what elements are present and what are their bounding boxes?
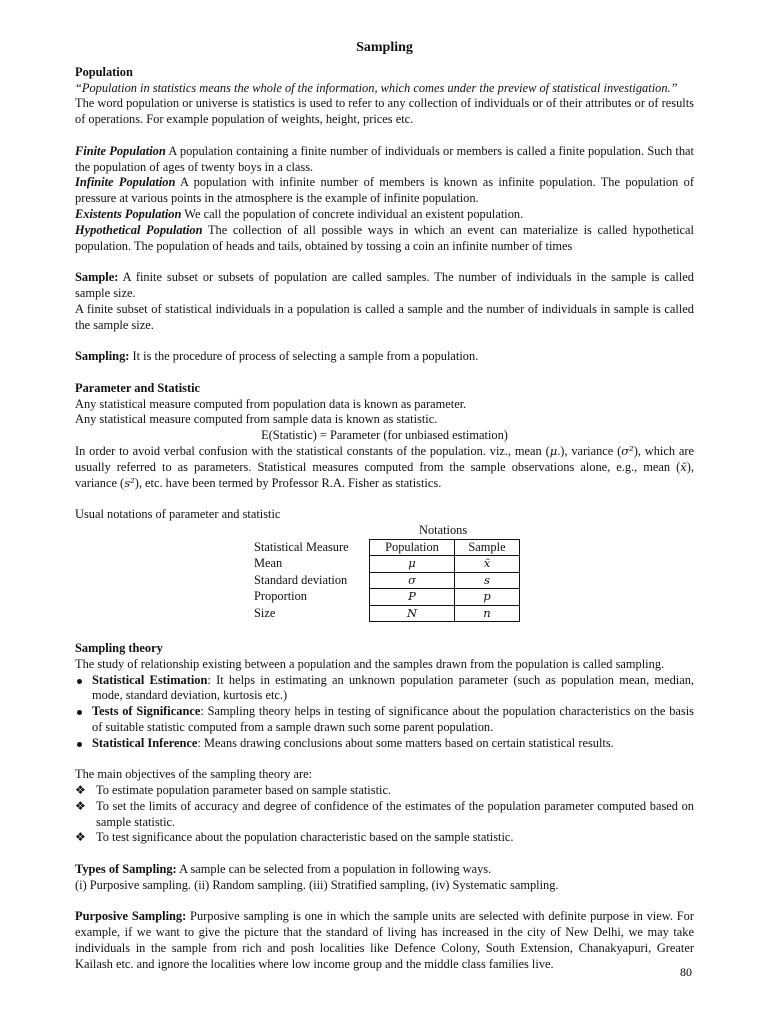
row-label: Standard deviation xyxy=(254,572,348,587)
cell-population: μ xyxy=(370,556,455,573)
notation-table xyxy=(369,539,520,623)
col-sample: Sample xyxy=(455,539,520,556)
existent-population: Existents Population We call the population of concrete individual an existent population. xyxy=(75,206,524,221)
parameter-heading: Parameter and Statistic xyxy=(75,380,201,395)
cell-population: P xyxy=(370,589,455,606)
table-row xyxy=(370,589,520,606)
diamond-bullet-icon: ❖ xyxy=(75,830,86,845)
row-label: Mean xyxy=(254,556,283,571)
row-label: Size xyxy=(254,605,276,620)
table-row xyxy=(370,605,520,622)
list-item: Statistical Estimation: It helps in estimating an unknown population parameter (such as population mean, median, mode, standard deviation, kurtosis etc.) xyxy=(75,673,694,705)
row-header: Statistical Measure xyxy=(254,539,349,554)
sample-definition-2: A finite subset of statistical individuals in a population is called a sample and the number of individuals in sample is called the sample size. xyxy=(75,301,694,332)
page-number: 80 xyxy=(680,965,692,979)
sampling-definition: Sampling: It is the procedure of process of selecting a sample from a population. xyxy=(75,349,479,364)
population-text: The word population or universe is statistics is used to refer to any collection of individuals or of their attributes or of results of operations. For example population of weights, height, prices etc. xyxy=(75,96,694,127)
unbiased-formula: E(Statistic) = Parameter (for unbiased estimation) xyxy=(261,428,508,443)
row-label: Proportion xyxy=(254,589,308,604)
infinite-population: Infinite Population A population with infinite number of members is known as infinite population. The population of pressure at various points in the atmosphere is the example of infinite population. xyxy=(75,175,694,206)
notations-label: Notations xyxy=(419,522,468,537)
parameter-line: Any statistical measure computed from population data is known as parameter. xyxy=(75,396,467,411)
table-row xyxy=(370,556,520,573)
types-of-sampling: Types of Sampling: A sample can be selected from a population in following ways. xyxy=(75,862,492,877)
page-title: Sampling xyxy=(356,40,413,55)
theory-bullet-list xyxy=(75,673,694,752)
col-population: Population xyxy=(370,539,455,556)
cell-sample: x̄ xyxy=(455,556,520,573)
finite-population: Finite Population A population containing a finite number of individuals or members is called a finite population. Such that the population of ages of twenty boys in a class. xyxy=(75,143,694,174)
population-heading: Population xyxy=(75,64,133,79)
purposive-sampling: Purposive Sampling: Purposive sampling is one in which the sample units are selected with definite purpose in view. For example, if we want to give the picture that the standard of living has increased in the city of New Delhi, we may take individuals in the sample from rich and posh localities like Defence Colony, South Extension, Chanakyapuri, Greater Kailash etc. and ignore the localities where low income group and the middle class families live. xyxy=(75,909,694,971)
population-quote: “Population in statistics means the whole of the information, which comes under the preview of statistical investigation.” xyxy=(75,80,678,95)
sample-definition: Sample: A finite subset or subsets of population are called samples. The number of individuals in the sample is called sample size. xyxy=(75,270,694,300)
statistic-line: Any statistical measure computed from sample data is known as statistic. xyxy=(75,412,438,427)
list-item: Tests of Significance: Sampling theory helps in testing of significance about the population characteristics on the basis of suitable statistic computed from a sample drawn such some parent population. xyxy=(75,704,694,736)
list-item: ❖ To test significance about the population characteristic based on the sample statistic. xyxy=(75,830,514,845)
cell-sample: s xyxy=(455,572,520,589)
cell-population: σ xyxy=(370,572,455,589)
sampling-theory-text: The study of relationship existing between a population and the samples drawn from the population is called sampling. xyxy=(75,656,665,671)
table-header-row xyxy=(370,539,520,556)
cell-sample: p xyxy=(455,589,520,606)
hypothetical-population: Hypothetical Population The collection of all possible ways in which an event can materialize is called hypothetical population. The population of heads and tails, obtained by tossing a coin an infinite number of times xyxy=(75,222,694,253)
diamond-bullet-icon: ❖ xyxy=(75,798,86,813)
list-item: ❖ To set the limits of accuracy and degree of confidence of the estimates of the population parameter computed based on sample statistic. xyxy=(75,798,694,829)
notation-intro: Usual notations of parameter and statistic xyxy=(75,507,281,522)
list-item: Statistical Inference: Means drawing conclusions about some matters based on certain statistical results. xyxy=(75,736,694,752)
cell-sample: n xyxy=(455,605,520,622)
diamond-bullet-icon: ❖ xyxy=(75,783,86,798)
cell-population: N xyxy=(370,605,455,622)
table-row xyxy=(370,572,520,589)
objectives-list xyxy=(75,783,694,846)
document-page xyxy=(75,40,694,973)
sampling-theory-heading: Sampling theory xyxy=(75,640,163,655)
measure-labels xyxy=(254,539,349,622)
objectives-intro: The main objectives of the sampling theory are: xyxy=(75,767,313,782)
notation-table-block xyxy=(75,523,694,641)
list-item: ❖ To estimate population parameter based on sample statistic. xyxy=(75,783,392,798)
types-of-sampling-list: (i) Purposive sampling. (ii) Random sampling. (iii) Stratified sampling, (iv) Systematic sampling. xyxy=(75,877,559,892)
fisher-paragraph: In order to avoid verbal confusion with the statistical constants of the population. viz., mean (μ.), variance (σ²), which are usually referred to as parameters. Statistical measures computed from the sample observations alone, e.g., mean (x̄), variance (s²), etc. have been termed by Professor R.A. Fisher as statistics. xyxy=(75,443,694,490)
